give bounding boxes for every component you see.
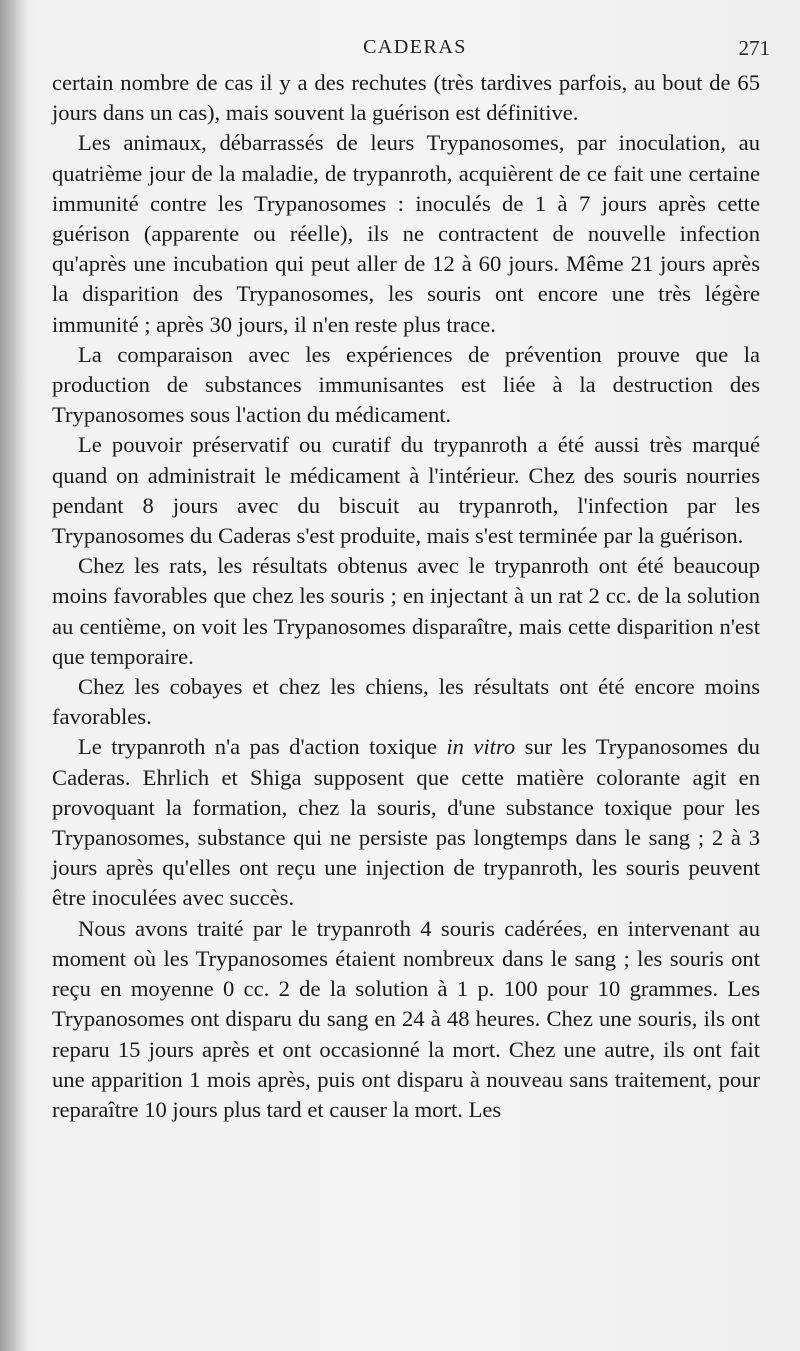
page-number: 271 [738, 36, 770, 60]
paragraph-4: Le pouvoir préservatif ou curatif du trypanroth a été aussi très marqué quand on administrait le médicament à l'intérieur. Chez des souris nourries pendant 8 jours avec du biscuit au trypanroth, l'infection par les Trypanosomes du Caderas s'est produite, mais s'est terminée par la guérison. [52, 432, 760, 549]
paragraph-7-end: sur les Trypanosomes du Caderas. Ehrlich et Shiga supposent que cette matière colorante agit en provoquant la formation, chez la souris, d'une substance toxique pour les Trypanosomes, substance qui ne persiste pas longtemps dans le sang ; 2 à 3 jours après qu'elles ont reçu une injection de trypanroth, les souris peuvent être inoculées avec succès. [52, 734, 760, 911]
running-title: CADERAS [363, 36, 467, 58]
binding-shadow [0, 0, 28, 1351]
paragraph-8: Nous avons traité par le trypanroth 4 souris cadérées, en intervenant au moment où les Trypanosomes étaient nombreux dans le sang ; les souris ont reçu en moyenne 0 cc. 2 de la solution à 1 p. 100 pour 10 grammes. Les Trypanosomes ont disparu du sang en 24 à 48 heures. Chez une souris, ils ont reparu 15 jours après et ont occasionné la mort. Chez une autre, ils ont fait une apparition 1 mois après, puis ont disparu à nouveau sans traitement, pour reparaître 10 jours plus tard et causer la mort. Les [52, 915, 760, 1122]
paragraph-2: Les animaux, débarrassés de leurs Trypanosomes, par inoculation, au quatrième jour de la maladie, de trypanroth, acquièrent de ce fait une certaine immunité contre les Trypanosomes : inoculés de 1 à 7 jours après cette guérison (apparente ou réelle), ils ne contractent de nouvelle infection qu'après une incubation qui peut aller de 12 à 60 jours. Même 21 jours après la disparition des Trypanosomes, les souris ont encore une très légère immunité ; après 30 jours, il n'en reste plus trace. [52, 130, 760, 337]
paragraph-7 [52, 732, 760, 913]
paragraph-6: Chez les cobayes et chez les chiens, les résultats ont été encore moins favorables. [52, 674, 760, 730]
paragraph-7-start: Le trypanroth n'a pas d'action toxique [78, 734, 447, 760]
paragraph-5: Chez les rats, les résultats obtenus avec le trypanroth ont été beaucoup moins favorables que chez les souris ; en injectant à un rat 2 cc. de la solution au centième, on voit les Trypanosomes disparaître, mais cette disparition n'est que temporaire. [52, 553, 760, 669]
body-text [52, 68, 760, 1125]
running-head [60, 36, 770, 64]
paragraph-1: certain nombre de cas il y a des rechutes (très tardives parfois, au bout de 65 jours dans un cas), mais souvent la guérison est définitive. [52, 70, 760, 126]
paragraph-3: La comparaison avec les expériences de prévention prouve que la production de substances immunisantes est liée à la destruction des Trypanosomes sous l'action du médicament. [52, 341, 760, 428]
italic-term: in vitro [446, 734, 516, 760]
